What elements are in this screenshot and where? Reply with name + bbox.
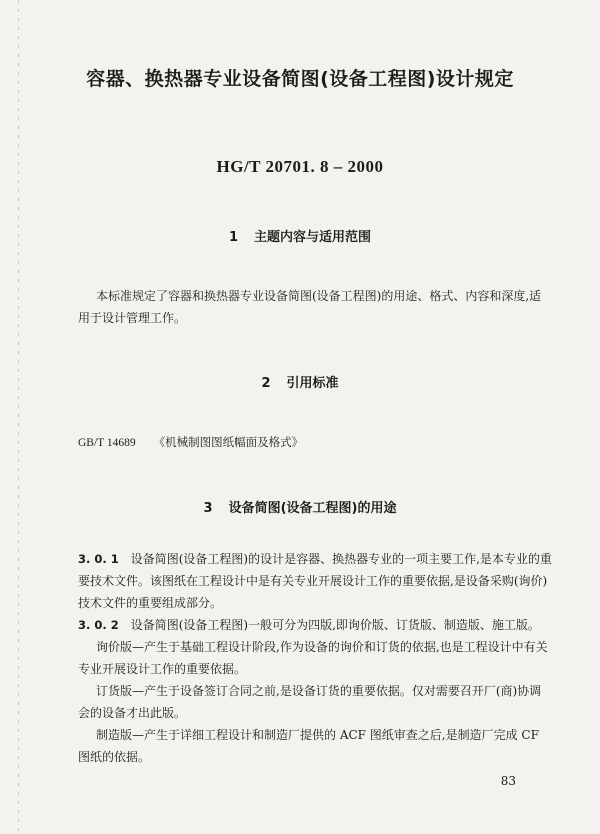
section-number: 2 xyxy=(261,376,271,391)
reference-code: GB/T 14689 xyxy=(78,437,136,449)
clause-3-0-1 xyxy=(78,548,552,614)
page-number: 83 xyxy=(500,774,516,788)
clause-number: 3. 0. 1 xyxy=(78,552,119,566)
manufacture-version-paragraph: 制造版—产生于详细工程设计和制造厂提供的 ACF 图纸审查之后,是制造厂完成 CF 图纸的依据。 xyxy=(78,728,539,764)
clause-text: 设备简图(设备工程图)的设计是容器、换热器专业的一项主要工作,是本专业的重要技术文件。该图纸在工程设计中是有关专业开展设计工作的重要依据,是设备采购(询价)技术文件的重要组成部分。 xyxy=(78,552,552,610)
standard-code: HG/T 20701. 8 – 2000 xyxy=(216,157,384,176)
section-3-body xyxy=(78,548,552,768)
scope-paragraph: 本标准规定了容器和换热器专业设备简图(设备工程图)的用途、格式、内容和深度,适用于设计管理工作。 xyxy=(78,289,542,325)
document-title: 容器、换热器专业设备简图(设备工程图)设计规定 xyxy=(86,68,514,90)
section-title: 主题内容与适用范围 xyxy=(254,230,372,245)
section-3-heading xyxy=(0,497,600,516)
section-number: 1 xyxy=(228,230,239,245)
order-version-paragraph: 订货版—产生于设备签订合同之前,是设备订货的重要依据。仅对需要召开厂(商)协调会的设备才出此版。 xyxy=(78,684,542,720)
inquiry-version-paragraph: 询价版—产生于基础工程设计阶段,作为设备的询价和订货的依据,也是工程设计中有关专业开展设计工作的重要依据。 xyxy=(78,640,548,676)
section-title: 引用标准 xyxy=(286,376,339,391)
section-title: 设备简图(设备工程图)的用途 xyxy=(228,501,397,516)
binding-edge xyxy=(18,0,19,834)
reference-title: 《机械制图图纸幅面及格式》 xyxy=(153,435,304,449)
reference-standard xyxy=(78,431,548,454)
section-1-heading xyxy=(0,226,600,245)
clause-3-0-2 xyxy=(78,614,552,636)
section-2-heading xyxy=(0,372,600,391)
clause-number: 3. 0. 2 xyxy=(78,618,119,632)
section-number: 3 xyxy=(203,501,213,516)
clause-text: 设备简图(设备工程图)一般可分为四版,即询价版、订货版、制造版、施工版。 xyxy=(130,618,540,632)
